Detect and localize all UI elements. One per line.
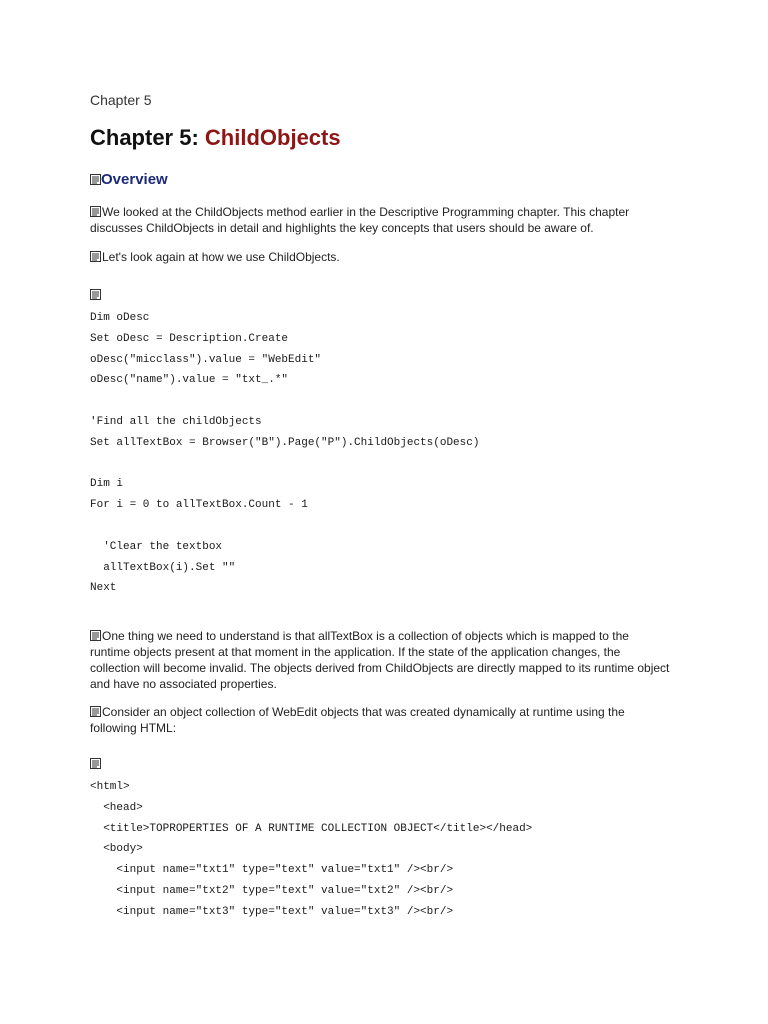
code-line: Next xyxy=(90,582,117,595)
document-lines-icon xyxy=(90,758,101,769)
code-line: allTextBox(i).Set "" xyxy=(90,561,236,574)
document-lines-icon xyxy=(90,289,101,300)
code-line: Set allTextBox = Browser("B").Page("P").ChildObjects(oDesc) xyxy=(90,436,480,449)
paragraph-intro xyxy=(90,204,670,236)
code-line: For i = 0 to allTextBox.Count - 1 xyxy=(90,499,308,512)
code-line xyxy=(90,391,479,412)
code-line: <head> xyxy=(90,801,143,814)
code-block-html xyxy=(90,777,532,923)
code-block-childobjects xyxy=(90,308,479,599)
code-line: <input name="txt2" type="text" value="txt2" /><br/> xyxy=(90,884,454,897)
code-line: <html> xyxy=(90,781,130,793)
code-line: <title>TOPROPERTIES OF A RUNTIME COLLECTION OBJECT</title></head> xyxy=(90,822,533,835)
paragraph-collection xyxy=(90,628,670,692)
code-line: Dim i xyxy=(90,478,124,491)
paragraph-look-again-text: Let's look again at how we use ChildObjects. xyxy=(102,250,340,264)
paragraph-consider-text: Consider an object collection of WebEdit objects that was created dynamically at runtime using the following HTML: xyxy=(90,705,625,735)
code-line: oDesc("name").value = "txt_.*" xyxy=(90,374,289,387)
code-line xyxy=(90,454,479,475)
code-line: Dim oDesc xyxy=(90,312,150,324)
code-line: <input name="txt3" type="text" value="txt3" /><br/> xyxy=(90,905,454,918)
chapter-title-prefix: Chapter 5: xyxy=(90,125,205,150)
document-lines-icon xyxy=(90,706,101,717)
section-heading xyxy=(90,171,168,188)
chapter-title xyxy=(90,125,341,151)
document-lines-icon xyxy=(90,174,101,185)
chapter-title-name: ChildObjects xyxy=(204,125,341,150)
code-line xyxy=(90,516,479,537)
code-line: <input name="txt1" type="text" value="txt1" /><br/> xyxy=(90,864,454,877)
code-line: 'Find all the childObjects xyxy=(90,415,262,428)
document-lines-icon xyxy=(90,206,101,217)
document-lines-icon xyxy=(90,630,101,641)
code-line: Set oDesc = Description.Create xyxy=(90,332,289,345)
paragraph-consider xyxy=(90,704,670,736)
section-heading-text: Overview xyxy=(101,171,168,188)
document-lines-icon xyxy=(90,251,101,262)
code-line: 'Clear the textbox xyxy=(90,540,223,553)
paragraph-look-again xyxy=(90,249,670,265)
code-line: <body> xyxy=(90,843,143,856)
code-line: oDesc("micclass").value = "WebEdit" xyxy=(90,353,322,366)
paragraph-collection-text: One thing we need to understand is that allTextBox is a collection of objects which is mapped to the runtime objects present at that moment in the application. If the state of the application changes, the collection will become invalid. The objects derived from ChildObjects are directly mapped to its runtime object and have no associated properties. xyxy=(90,629,670,691)
paragraph-intro-text: We looked at the ChildObjects method earlier in the Descriptive Programming chapter. This chapter discusses ChildObjects in detail and highlights the key concepts that users should be aware of. xyxy=(90,205,630,235)
running-header: Chapter 5 xyxy=(90,92,152,108)
